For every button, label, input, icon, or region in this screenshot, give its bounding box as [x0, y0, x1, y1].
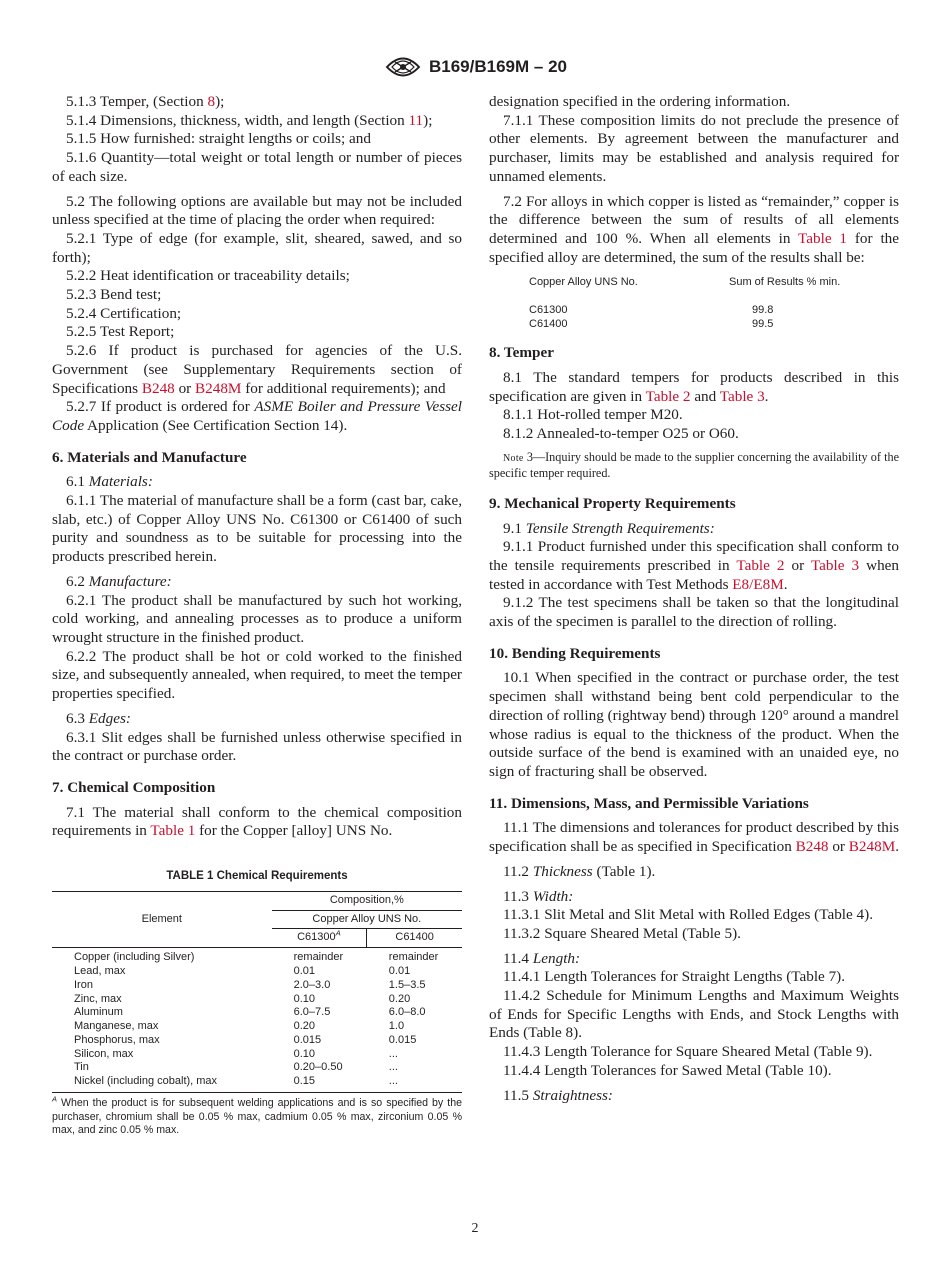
para-9-1: 9.1 Tensile Strength Requirements:	[503, 519, 715, 537]
table-cell-c61400: 0.015	[388, 1033, 417, 1046]
sum-row	[489, 317, 899, 331]
para-8-1-1: 8.1.1 Hot-rolled temper M20.	[503, 406, 683, 424]
para-11-5: 11.5 Straightness:	[503, 1086, 613, 1104]
section-7-heading: 7. Chemical Composition	[52, 778, 216, 796]
table-cell-c61400: ...	[367, 1075, 462, 1092]
para-11-3-2: 11.3.2 Square Sheared Metal (Table 5).	[503, 924, 741, 942]
para-6-3: 6.3 Edges:	[66, 709, 131, 727]
para-7-1-continued: designation specified in the ordering information.	[489, 93, 791, 110]
header-alloy: Copper Alloy UNS No.	[272, 910, 462, 929]
para-11-2: 11.2 Thickness (Table 1).	[503, 862, 656, 880]
link-table-2-b[interactable]: Table 2	[736, 556, 785, 574]
table-1-title: TABLE 1 Chemical Requirements	[166, 870, 348, 883]
para-10-1: 10.1 When specified in the contract or purchase order, the test specimen shall withstand being bent cold perpendicular to the direction of rolling (rightway bend) through 120° around a mandrel whose radius is equal to the thickness of the product. When the outside surface of the bend is examined with an unaided eye, no sign of fracturing shall be observed.	[489, 669, 899, 780]
section-11-heading: 11. Dimensions, Mass, and Permissible Variations	[489, 794, 809, 812]
table-1-footnote: $^A$ When the product is for subsequent welding applications and is so specified by the purchaser, chromium shall be 0.05 % max, cadmium 0.05 % max, zirconium 0.05 % max, and zinc 0.05 % max.	[52, 1094, 462, 1137]
table-cell-element: Iron	[74, 978, 93, 991]
table-cell-element: Aluminum	[74, 1006, 123, 1019]
table-cell-c61400: 6.0–8.0	[388, 1006, 426, 1019]
header-element: Element	[52, 891, 272, 947]
table-row	[52, 1061, 462, 1075]
table-cell-element: Copper (including Silver)	[74, 951, 195, 964]
link-table-1[interactable]: Table 1	[150, 822, 196, 840]
table-cell-c61400: remainder	[388, 951, 439, 964]
section-9-heading: 9. Mechanical Property Requirements	[489, 494, 736, 512]
right-column	[489, 93, 899, 1105]
para-6-2-1: 6.2.1 The product shall be manufactured by such hot working, cold working, and annealing processes as to produce a uniform wrought structure in the finished product.	[52, 591, 462, 646]
para-5-1-3: 5.1.3 Temper, (Section 8);	[66, 93, 225, 110]
page-header	[0, 52, 950, 87]
table-cell-c61400: ...	[388, 1047, 398, 1060]
para-7-2: 7.2 For alloys in which copper is listed as “remainder,” copper is the difference between the sum of results of all elements determined and 100 %. When all elements in Table 1 for the specified alloy are determined, the sum of the results shall be:	[489, 192, 899, 266]
table-cell-c61300: 0.01	[293, 964, 316, 977]
table-cell-c61300: 0.15	[272, 1075, 367, 1092]
section-6-heading: 6. Materials and Manufacture	[52, 448, 247, 466]
para-11-4-1: 11.4.1 Length Tolerances for Straight Lengths (Table 7).	[503, 968, 846, 986]
sum-header-sum: Sum of Results % min.	[729, 276, 841, 289]
para-7-1: 7.1 The material shall conform to the chemical composition requirements in Table 1 for the Copper [alloy] UNS No.	[52, 803, 462, 840]
para-8-1-2: 8.1.2 Annealed-to-temper O25 or O60.	[503, 425, 739, 443]
table-cell-element: Phosphorus, max	[74, 1033, 160, 1046]
sum-row	[489, 303, 899, 317]
para-6-2: 6.2 Manufacture:	[66, 572, 172, 590]
header-composition: Composition,%	[272, 891, 462, 910]
table-cell-c61300: remainder	[293, 951, 344, 964]
table-cell-c61400: 0.01	[388, 964, 411, 977]
sum-cell-value: 99.5	[751, 318, 774, 331]
astm-logo-icon	[383, 52, 423, 82]
header-c61300: $C61300^A$	[272, 929, 367, 948]
table-cell-c61400: 0.20	[388, 992, 411, 1005]
para-11-4-3: 11.4.3 Length Tolerance for Square Sheared Metal (Table 9).	[503, 1043, 873, 1061]
para-5-2-4: 5.2.4 Certification;	[66, 304, 182, 322]
sum-of-results-table	[489, 275, 899, 331]
section-10-heading: 10. Bending Requirements	[489, 644, 661, 662]
table-cell-c61300: 0.20–0.50	[293, 1061, 343, 1074]
link-table-3-b[interactable]: Table 3	[810, 556, 860, 574]
table-row	[52, 1048, 462, 1062]
para-11-3: 11.3 Width:	[503, 887, 574, 905]
table-row	[52, 1034, 462, 1048]
table-cell-c61400: 1.5–3.5	[388, 978, 426, 991]
para-11-1: 11.1 The dimensions and tolerances for product described by this specification shall be as specified in Specification B248 or B248M.	[489, 819, 899, 856]
table-cell-c61300: 0.10	[293, 992, 316, 1005]
para-5-2-2: 5.2.2 Heat identification or traceability details;	[66, 267, 350, 285]
para-11-4-4: 11.4.4 Length Tolerances for Sawed Metal (Table 10).	[503, 1061, 832, 1079]
link-b248m-b[interactable]: B248M	[848, 838, 896, 856]
sum-cell-alloy: C61400	[529, 318, 568, 331]
para-11-4: 11.4 Length:	[503, 949, 581, 967]
table-row	[52, 979, 462, 993]
table-cell-c61300: 6.0–7.5	[293, 1006, 331, 1019]
table-row	[52, 1075, 462, 1092]
table-cell-element: Silicon, max	[74, 1047, 134, 1060]
table-cell-c61400: ...	[388, 1061, 398, 1074]
para-8-1: 8.1 The standard tempers for products described in this specification are given in Table 2 and Table 3.	[489, 369, 899, 405]
table-cell-c61400: 1.0	[388, 1020, 405, 1033]
link-table-1-b[interactable]: Table 1	[798, 229, 848, 247]
para-6-1: 6.1 Materials:	[66, 473, 153, 491]
table-cell-element: Manganese, max	[74, 1020, 159, 1033]
link-section-11[interactable]: 11	[408, 111, 424, 129]
para-9-1-1: 9.1.1 Product furnished under this specification shall conform to the tensile requirements prescribed in Table 2 or Table 3 when tested in accordance with Test Methods E8/E8M.	[489, 538, 899, 593]
para-11-4-2: 11.4.2 Schedule for Minimum Lengths and Maximum Weights of Ends for Specific Lengths with Ends, and Stock Lengths with Ends (Table 8).	[489, 987, 899, 1042]
para-5-2-3: 5.2.3 Bend test;	[66, 286, 162, 304]
section-8-heading: 8. Temper	[489, 344, 554, 362]
left-column	[52, 93, 462, 1138]
link-b248m[interactable]: B248M	[195, 379, 242, 397]
para-6-3-1: 6.3.1 Slit edges shall be furnished unless otherwise specified in the contract or purchase order.	[52, 728, 462, 765]
table-cell-c61300: 2.0–3.0	[293, 978, 331, 991]
para-5-2-7: 5.2.7 If product is ordered for ASME Boiler and Pressure Vessel Code Application (See Certification Section 14).	[52, 398, 462, 434]
note-3: Note 3—Inquiry should be made to the supplier concerning the availability of the specific temper required.	[489, 449, 899, 481]
table-row	[52, 993, 462, 1007]
table-1-chemical-requirements	[52, 891, 462, 1093]
link-b248-b[interactable]: B248	[795, 838, 829, 856]
page-number: 2	[471, 1221, 479, 1236]
para-5-1-6: 5.1.6 Quantity—total weight or total length or number of pieces of each size.	[52, 149, 462, 185]
table-cell-c61300: 0.015	[293, 1033, 322, 1046]
table-cell-element: Zinc, max	[74, 992, 122, 1005]
para-11-3-1: 11.3.1 Slit Metal and Slit Metal with Rolled Edges (Table 4).	[503, 906, 873, 924]
para-5-1-4: 5.1.4 Dimensions, thickness, width, and length (Section 11);	[66, 111, 433, 129]
sum-header-alloy: Copper Alloy UNS No.	[529, 276, 638, 289]
sum-cell-alloy: C61300	[529, 304, 568, 317]
para-7-1-1: 7.1.1 These composition limits do not preclude the presence of other elements. By agreement between the manufacturer and purchaser, limits may be established and analysis required for unnamed elements.	[489, 111, 899, 185]
link-table-2[interactable]: Table 2	[645, 387, 691, 405]
table-row	[52, 1006, 462, 1020]
document-id: B169/B169M – 20	[429, 57, 567, 76]
para-5-2-6: 5.2.6 If product is purchased for agencies of the U.S. Government (see Supplementary Requirements section of Specifications B248 or B248M for additional requirements); and	[52, 342, 462, 397]
para-5-1-5: 5.1.5 How furnished: straight lengths or coils; and	[66, 130, 371, 148]
sum-cell-value: 99.8	[751, 304, 774, 317]
link-b248[interactable]: B248	[141, 379, 175, 397]
table-row	[52, 948, 462, 965]
table-cell-element: Nickel (including cobalt), max	[52, 1075, 272, 1092]
para-6-1-1: 6.1.1 The material of manufacture shall be a form (cast bar, cake, slab, etc.) of Copper Alloy UNS No. C61300 or C61400 of such purity and soundness as to be suitable for processing into the products prescribed herein.	[52, 492, 462, 566]
para-5-2-5: 5.2.5 Test Report;	[66, 323, 175, 341]
para-5-2: 5.2 The following options are available but may not be included unless specified at the time of placing the order when required:	[52, 192, 462, 229]
table-row	[52, 965, 462, 979]
header-c61400: C61400	[367, 929, 462, 948]
table-cell-element: Lead, max	[74, 964, 126, 977]
para-5-2-1: 5.2.1 Type of edge (for example, slit, sheared, sawed, and so forth);	[52, 229, 462, 266]
table-cell-element: Tin	[74, 1061, 89, 1074]
link-table-3[interactable]: Table 3	[719, 387, 765, 405]
table-cell-c61300: 0.10	[293, 1047, 316, 1060]
para-6-2-2: 6.2.2 The product shall be hot or cold worked to the finished size, and subsequently annealed, when required, to meet the temper properties specified.	[52, 647, 462, 703]
table-row	[52, 1020, 462, 1034]
table-cell-c61300: 0.20	[293, 1020, 316, 1033]
link-section-8[interactable]: 8	[207, 93, 216, 110]
para-9-1-2: 9.1.2 The test specimens shall be taken so that the longitudinal axis of the specimen is parallel to the direction of rolling.	[489, 594, 899, 631]
link-e8-e8m[interactable]: E8/E8M	[732, 575, 784, 593]
